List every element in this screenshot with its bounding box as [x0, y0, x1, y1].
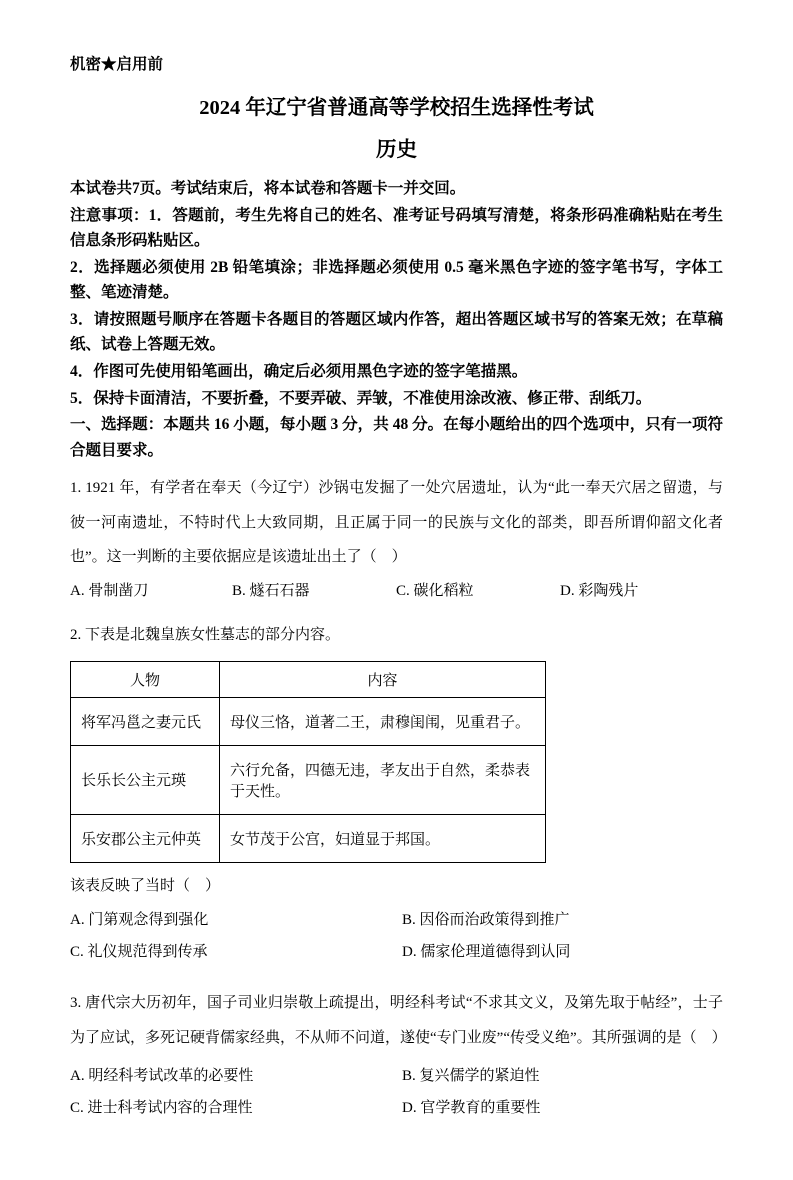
classification-label: 机密★启用前 — [70, 56, 164, 73]
section-header: 一、选择题：本题共 16 小题，每小题 3 分，共 48 分。在每小题给出的四个选项中，只有一项符合题目要求。 — [70, 416, 723, 459]
notice-item-3: 3．请按照题号顺序在答题卡各题目的答题区域内作答，超出答题区域书写的答案无效；在草稿纸、试卷上答题无效。 — [70, 310, 723, 353]
question-3-options — [70, 1066, 723, 1121]
question-2-option-a: A. 门第观念得到强化 — [70, 911, 209, 928]
notice-item-5: 5．保持卡面清洁，不要折叠，不要弄破、弄皱，不准使用涂改液、修正带、刮纸刀。 — [70, 389, 652, 407]
exam-instructions — [70, 176, 723, 463]
question-3 — [70, 986, 727, 1120]
exam-title: 2024 年辽宁省普通高等学校招生选择性考试 — [199, 97, 594, 119]
question-2-option-b: B. 因俗而治政策得到推广 — [402, 911, 570, 928]
table-row — [71, 745, 546, 814]
question-1-options — [70, 579, 723, 603]
table-cell-person-1: 将军冯邕之妻元氏 — [71, 697, 220, 745]
question-1-option-c: C. 碳化稻粒 — [396, 583, 474, 600]
table-header-person: 人物 — [71, 661, 220, 697]
question-2-option-d: D. 儒家伦理道德得到认同 — [402, 944, 571, 961]
notice-item-1: 注意事项：1．答题前，考生先将自己的姓名、准考证号码填写清楚，将条形码准确粘贴在考生信息条形码粘贴区。 — [70, 206, 723, 249]
table-header-content: 内容 — [220, 661, 546, 697]
question-3-option-d: D. 官学教育的重要性 — [402, 1100, 541, 1117]
table-cell-content-3: 女节茂于公宫，妇道显于邦国。 — [220, 814, 546, 862]
table-cell-person-2: 长乐长公主元瑛 — [71, 745, 220, 814]
exam-subject: 历史 — [376, 139, 417, 161]
notice-item-4: 4．作图可先使用铅笔画出，确定后必须用黑色字迹的签字笔描黑。 — [70, 362, 528, 380]
tomb-epitaph-table — [70, 661, 546, 863]
question-2-options — [70, 910, 723, 965]
question-3-option-c: C. 进士科考试内容的合理性 — [70, 1100, 253, 1117]
question-2-prompt: 该表反映了当时（ ） — [70, 877, 221, 894]
notice-item-2: 2．选择题必须使用 2B 铅笔填涂；非选择题必须使用 0.5 毫米黑色字迹的签字笔书写，字体工整、笔迹清楚。 — [70, 258, 723, 301]
question-1 — [70, 471, 723, 603]
return-instruction: 本试卷共7页。考试结束后，将本试卷和答题卡一并交回。 — [70, 180, 466, 197]
question-1-option-a: A. 骨制凿刀 — [70, 583, 149, 600]
table-header-row — [71, 661, 546, 697]
question-3-stem: 3. 唐代宗大历初年，国子司业归崇敬上疏提出，明经科考试“不求其文义，及第先取于帖经”，士子为了应试，多死记硬背儒家经典，不从师不问道，遂使“专门业废”“传受义绝”。其所强调的是（ ） — [70, 995, 727, 1046]
question-3-option-a: A. 明经科考试改革的必要性 — [70, 1067, 254, 1084]
question-2-option-c: C. 礼仪规范得到传承 — [70, 944, 208, 961]
question-2 — [70, 623, 723, 964]
table-row — [71, 697, 546, 745]
question-1-option-b: B. 燧石石器 — [232, 583, 310, 600]
table-cell-content-1: 母仪三恪，道著二王，肃穆闺闱，见重君子。 — [220, 697, 546, 745]
table-row — [71, 814, 546, 862]
question-2-intro: 2. 下表是北魏皇族女性墓志的部分内容。 — [70, 627, 341, 644]
question-1-option-d: D. 彩陶残片 — [560, 583, 639, 600]
table-cell-person-3: 乐安郡公主元仲英 — [71, 814, 220, 862]
question-3-option-b: B. 复兴儒学的紧迫性 — [402, 1067, 540, 1084]
question-1-stem: 1. 1921 年，有学者在奉天（今辽宁）沙锅屯发掘了一处穴居遗址，认为“此一奉天穴居之留遗，与彼一河南遗址，不特时代上大致同期，且正属于同一的民族与文化的部类，即吾所谓仰韶文化者也”。这一判断的主要依据应是该遗址出土了（ ） — [70, 479, 723, 566]
table-cell-content-2: 六行允备，四德无违，孝友出于自然，柔恭表于天性。 — [220, 745, 546, 814]
